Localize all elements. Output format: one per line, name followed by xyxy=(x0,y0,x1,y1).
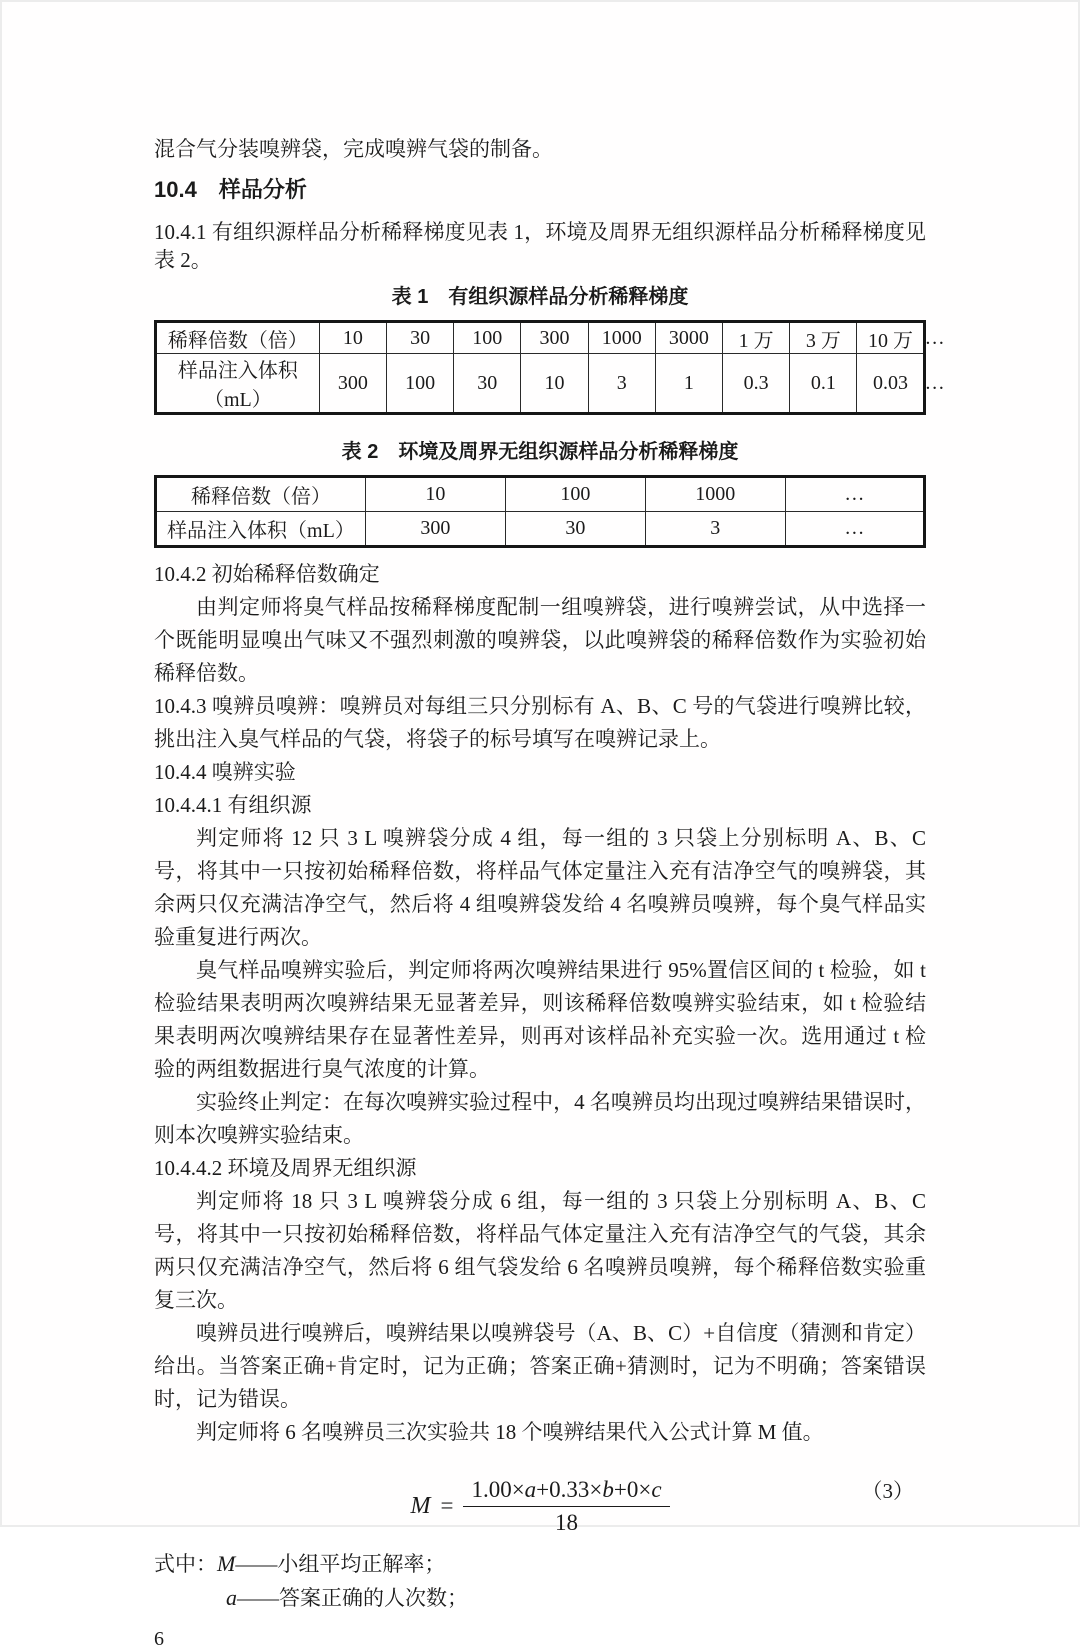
table2-row1-label: 稀释倍数（倍） xyxy=(156,477,366,512)
table1-cell: 1000 xyxy=(588,322,655,354)
paragraph-10-4-4-1-c: 实验终止判定：在每次嗅辨实验过程中，4 名嗅辨员均出现过嗅辨结果错误时，则本次嗅辨实验结束。 xyxy=(154,1086,926,1152)
numerator-coef1: 1.00× xyxy=(471,1477,524,1502)
table1-cell: 0.3 xyxy=(723,354,790,414)
formula-3 xyxy=(154,1467,926,1545)
numerator-var-c: c xyxy=(651,1477,661,1502)
heading-10-4: 10.4 样品分析 xyxy=(154,176,926,204)
table1-cell: 10 万 xyxy=(857,322,924,354)
table2-cell: 10 xyxy=(365,477,505,512)
table1-row2-label: 样品注入体积（mL） xyxy=(156,354,320,414)
paragraph-10-4-4-2-b: 嗅辨员进行嗅辨后，嗅辨结果以嗅辨袋号（A、B、C）+自信度（猜测和肯定）给出。当答案正确+肯定时，记为正确；答案正确+猜测时，记为不明确；答案错误时，记为错误。 xyxy=(154,1317,926,1416)
table-row xyxy=(156,322,925,354)
numerator-var-b: b xyxy=(602,1477,614,1502)
legend-desc-m: ——小组平均正解率； xyxy=(235,1552,445,1576)
table2-row2-label: 样品注入体积（mL） xyxy=(156,512,366,547)
table1-cell: 300 xyxy=(521,322,588,354)
formula-equals: = xyxy=(440,1493,453,1519)
page-content xyxy=(2,2,1078,1525)
table1-cell: 30 xyxy=(454,354,521,414)
table2-cell: 1000 xyxy=(645,477,785,512)
table2-cell: 30 xyxy=(505,512,645,547)
table-row xyxy=(156,354,925,414)
heading-10-4-4: 10.4.4 嗅辨实验 xyxy=(154,756,926,789)
heading-10-4-1: 10.4.1 有组织源样品分析稀释梯度见表 1，环境及周界无组织源样品分析稀释梯度见表 2。 xyxy=(154,218,926,274)
formula-numerator xyxy=(463,1477,669,1507)
legend-line-a xyxy=(226,1581,926,1615)
paragraph-10-4-4-1-b: 臭气样品嗅辨实验后，判定师将两次嗅辨结果进行 95%置信区间的 t 检验，如 t 检验结果表明两次嗅辨结果无显著差异，则该稀释倍数嗅辨实验结束，如 t 检验结果表明两次嗅辨结果存在显著性差异，则再对该样品补充实验一次。选用通过 t 检验的两组数据进行臭气浓度的计算。 xyxy=(154,954,926,1086)
intro-paragraph: 混合气分装嗅辨袋，完成嗅辨气袋的制备。 xyxy=(154,136,926,162)
paragraph-10-4-3: 10.4.3 嗅辨员嗅辨：嗅辨员对每组三只分别标有 A、B、C 号的气袋进行嗅辨比较，挑出注入臭气样品的气袋，将袋子的标号填写在嗅辨记录上。 xyxy=(154,690,926,756)
table1-cell: 10 xyxy=(521,354,588,414)
equation-number: （3） xyxy=(862,1475,915,1505)
paragraph-10-4-4-2-a: 判定师将 18 只 3 L 嗅辨袋分成 6 组，每一组的 3 只袋上分别标明 A、B、C 号，将其中一只按初始稀释倍数，将样品气体定量注入充有洁净空气的气袋，其余两只仅充满洁净空气，然后将 6 组气袋发给 6 名嗅辨员嗅辨，每个稀释倍数实验重复三次。 xyxy=(154,1185,926,1317)
table1-cell: 3000 xyxy=(655,322,722,354)
table-row xyxy=(156,512,925,547)
heading-10-4-4-2: 10.4.4.2 环境及周界无组织源 xyxy=(154,1152,926,1185)
legend-symbol-a: a xyxy=(226,1585,237,1610)
table1-cell: 30 xyxy=(387,322,454,354)
table1-cell: 300 xyxy=(319,354,386,414)
heading-10-4-2: 10.4.2 初始稀释倍数确定 xyxy=(154,558,926,591)
page-number: 6 xyxy=(154,1627,926,1651)
numerator-coef3: +0× xyxy=(614,1477,651,1502)
table1-cell: 3 xyxy=(588,354,655,414)
table1-cell: 3 万 xyxy=(790,322,857,354)
table1-cell: 10 xyxy=(319,322,386,354)
table1-caption: 表 1 有组织源样品分析稀释梯度 xyxy=(154,284,926,310)
table2-cell: … xyxy=(785,512,924,547)
paragraph-10-4-2: 由判定师将臭气样品按稀释梯度配制一组嗅辨袋，进行嗅辨尝试，从中选择一个既能明显嗅出气味又不强烈刺激的嗅辨袋，以此嗅辨袋的稀释倍数作为实验初始稀释倍数。 xyxy=(154,591,926,690)
table2-cell: 300 xyxy=(365,512,505,547)
table1-cell: 100 xyxy=(454,322,521,354)
table2-cell: … xyxy=(785,477,924,512)
paragraph-10-4-4-2-c: 判定师将 6 名嗅辨员三次实验共 18 个嗅辨结果代入公式计算 M 值。 xyxy=(154,1416,926,1449)
formula-denominator: 18 xyxy=(463,1507,669,1536)
numerator-coef2: +0.33× xyxy=(536,1477,602,1502)
formula-expression xyxy=(410,1477,669,1536)
table1 xyxy=(154,320,926,415)
table2-cell: 100 xyxy=(505,477,645,512)
legend-prefix: 式中： xyxy=(154,1552,217,1576)
table1-cell: 1 万 xyxy=(723,322,790,354)
formula-fraction xyxy=(463,1477,669,1536)
legend-symbol-m: M xyxy=(217,1551,235,1576)
table1-row1-label: 稀释倍数（倍） xyxy=(156,322,320,354)
table2 xyxy=(154,475,926,548)
table1-cell: 1 xyxy=(655,354,722,414)
table1-cell: 100 xyxy=(387,354,454,414)
numerator-var-a: a xyxy=(525,1477,537,1502)
legend-desc-a: ——答案正确的人次数； xyxy=(237,1586,468,1610)
table2-caption: 表 2 环境及周界无组织源样品分析稀释梯度 xyxy=(154,439,926,465)
formula-legend xyxy=(154,1547,926,1615)
table2-cell: 3 xyxy=(645,512,785,547)
table1-cell: 0.1 xyxy=(790,354,857,414)
paragraph-10-4-4-1-a: 判定师将 12 只 3 L 嗅辨袋分成 4 组，每一组的 3 只袋上分别标明 A、B、C 号，将其中一只按初始稀释倍数，将样品气体定量注入充有洁净空气的嗅辨袋，其余两只仅充满洁净空气，然后将 4 组嗅辨袋发给 4 名嗅辨员嗅辨，每个臭气样品实验重复进行两次。 xyxy=(154,822,926,954)
legend-line-m xyxy=(154,1547,926,1581)
heading-10-4-4-1: 10.4.4.1 有组织源 xyxy=(154,789,926,822)
table1-cell: 0.03 xyxy=(857,354,924,414)
table-row xyxy=(156,477,925,512)
formula-lhs: M xyxy=(410,1493,430,1520)
